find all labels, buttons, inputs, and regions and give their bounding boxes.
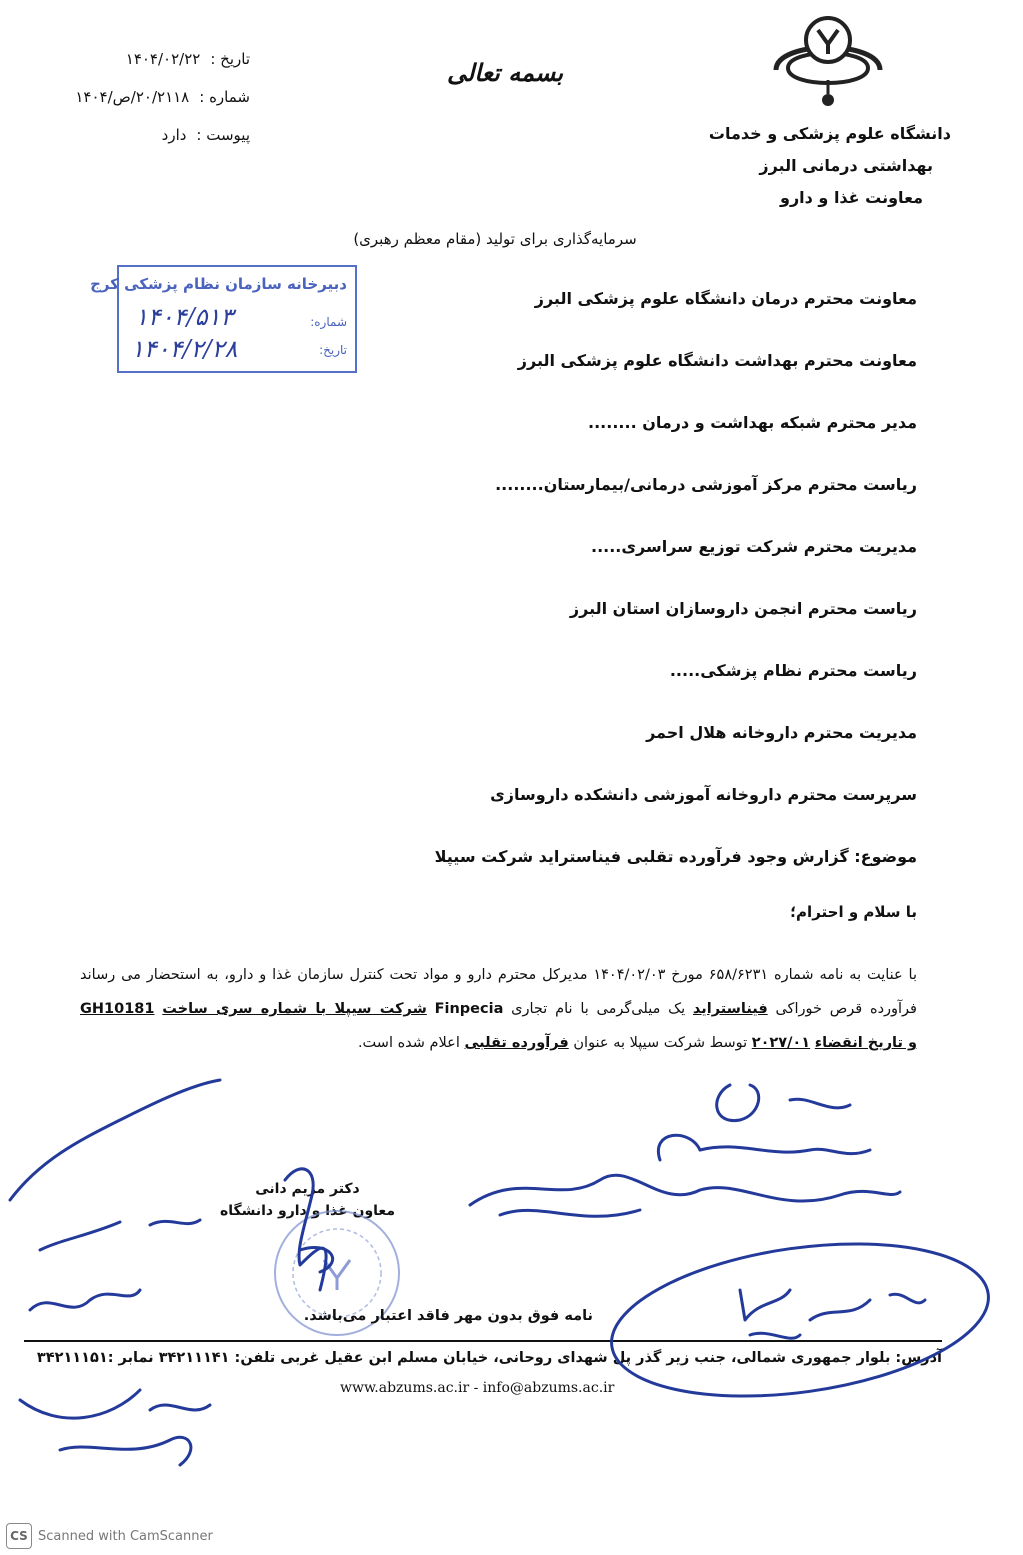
recipient-item: معاونت محترم درمان دانشگاه علوم پزشکی البرز [534,289,917,308]
recipients-list [317,283,917,841]
meta-number-row [40,78,250,116]
letter-meta [40,40,250,154]
body-drug-name: فیناستراید [692,1001,768,1017]
scanner-text: Scanned with CamScanner [38,1528,213,1544]
official-seal-icon [262,1198,412,1348]
university-logo-icon [768,10,888,110]
camscanner-logo: CS [6,1523,32,1549]
letter-subject: موضوع: گزارش وجود فرآورده تقلبی فیناستراید شرکت سیپلا [434,847,917,866]
signatory-name: دکتر مریم دانی [255,1181,360,1197]
bismillah-heading: بسمه تعالی [446,58,564,87]
footer-divider [24,1340,942,1342]
signatory-title: معاون غذا و دارو دانشگاه [219,1203,395,1219]
recipient-item: ریاست محترم مرکز آموزشی درمانی/بیمارستان........ [495,475,917,494]
letter-greeting: با سلام و احترام؛ [790,903,917,921]
institution-line-1: دانشگاه علوم پزشکی و خدمات [708,124,951,143]
stamp-number-value: ۱۴۰۴/۵۱۳ [135,303,234,331]
stamp-date-label: تاریخ: [319,343,347,357]
meta-attachment-label: پیوست : [196,126,250,144]
recipient-item: مدیریت محترم داروخانه هلال احمر [646,723,917,742]
scanner-watermark [6,1523,213,1549]
meta-date-label: تاریخ : [210,50,250,68]
seal-validity-note: نامه فوق بدون مهر فاقد اعتبار می‌باشد. [303,1308,593,1324]
stamp-number-label: شماره: [310,315,347,329]
body-part-1: با عنایت به نامه شماره ۶۵۸/۶۲۳۱ مورخ ۱۴۰۴/۰۲/۰۳ مدیرکل محترم دارو و مواد تحت کنترل سازمان غذا و دارو، به استحضار می رساند فرآورده قرص خوراکی [80,967,918,1017]
footer-address: آدرس: بلوار جمهوری شمالی، جنب زیر گذر پل شهدای روحانی، خیابان مسلم ابن عقیل غربی تلفن: ۳۴۲۱۱۱۴۱ نمابر :۳۴۲۱۱۱۵۱ [36,1350,942,1366]
meta-date-row [40,40,250,78]
body-part-5: توسط شرکت سیپلا به عنوان [573,1035,748,1051]
institution-line-3: معاونت غذا و دارو [780,188,923,207]
recipient-item: مدیر محترم شبکه بهداشت و درمان ........ [588,413,917,432]
body-part-2: یک میلی‌گرمی با نام تجاری [511,1001,686,1017]
body-part-3: شرکت سیپلا با شماره سری ساخت [162,1001,427,1017]
recipient-item: ریاست محترم نظام پزشکی..... [669,661,917,680]
letter-body [80,958,917,1060]
body-expiry-date: ۲۰۲۷/۰۱ [751,1035,811,1051]
stamp-date-value: ۱۴۰۴/۲/۲۸ [131,335,238,363]
meta-number-value: ۲۰/۲۱۱۸/ص/۱۴۰۴ [75,88,190,106]
circled-note [602,1222,998,1417]
recipient-item: سرپرست محترم داروخانه آموزشی دانشکده داروسازی [490,785,917,804]
institution-line-2: بهداشتی درمانی البرز [759,156,933,175]
meta-number-label: شماره : [199,88,250,106]
meta-date-value: ۱۴۰۴/۰۲/۲۲ [125,50,201,68]
body-batch-number: GH10181 [80,1001,155,1017]
body-brand-name: Finpecia [434,1001,504,1017]
body-part-6: اعلام شده است. [357,1035,460,1051]
footer-website: www.abzums.ac.ir - info@abzums.ac.ir [340,1380,615,1396]
body-part-4: و تاریخ انقضاء [814,1035,917,1051]
body-counterfeit-label: فرآورده تقلبی [464,1035,569,1051]
meta-attachment-value: دارد [161,126,187,144]
recipient-item: معاونت محترم بهداشت دانشگاه علوم پزشکی البرز [517,351,917,370]
recipient-item: مدیریت محترم شرکت توزیع سراسری..... [590,537,917,556]
recipient-item: ریاست محترم انجمن داروسازان استان البرز [569,599,917,618]
meta-attachment-row [40,116,250,154]
institution-block [709,118,951,214]
stamp-title: دبیرخانه سازمان نظام پزشکی کرج [90,275,347,293]
slogan: سرمایه‌گذاری برای تولید (مقام معظم رهبری) [353,230,637,248]
